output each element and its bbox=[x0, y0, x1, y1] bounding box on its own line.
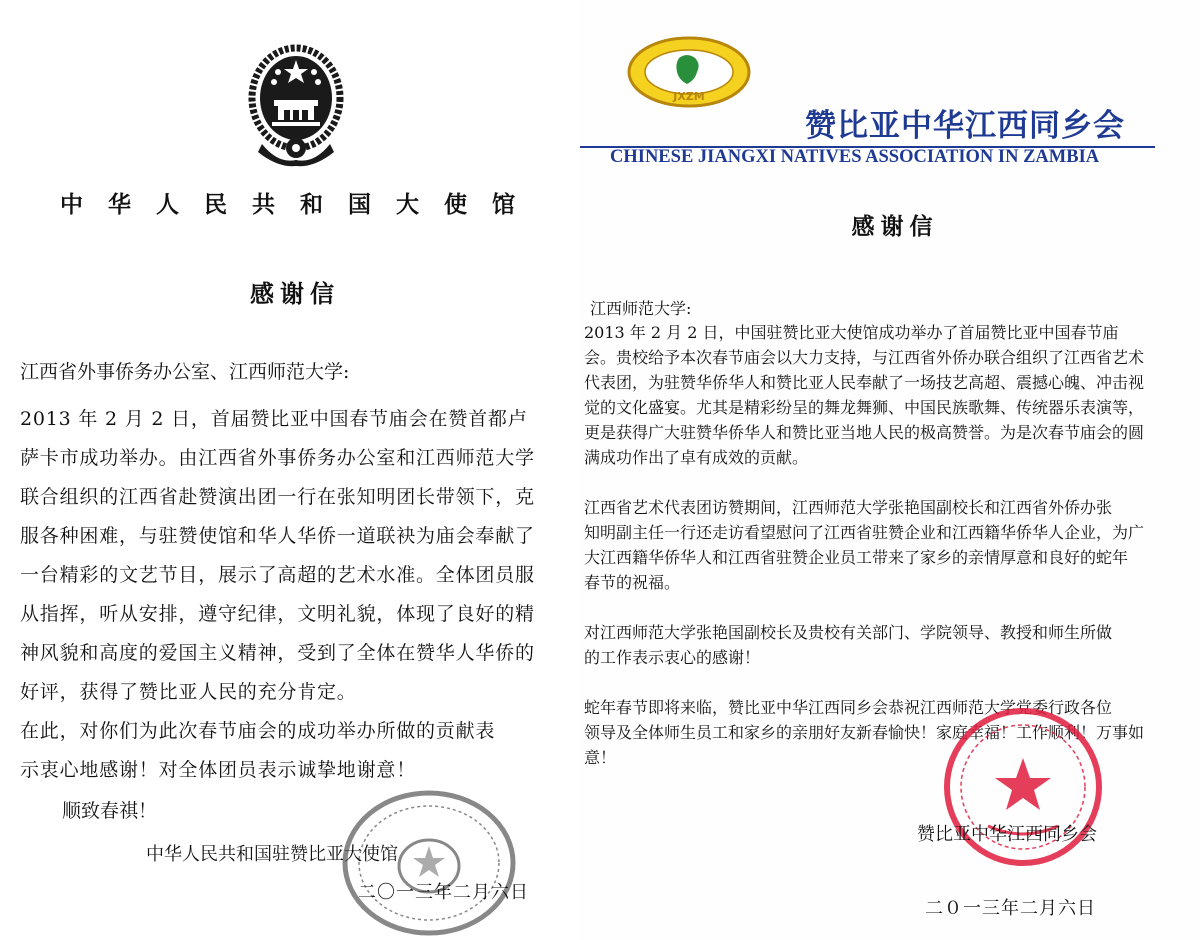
body-line: 好评，获得了赞比亚人民的充分肯定。 bbox=[20, 681, 357, 703]
letter-date: 二０一三年二月六日 bbox=[925, 898, 1096, 919]
body-line: 会。贵校给予本次春节庙会以大力支持，与江西省外侨办联合组织了江西省艺术 bbox=[584, 348, 1145, 367]
association-name-english: CHINESE JIANGXI NATIVES ASSOCIATION IN ZAMBIA bbox=[610, 147, 1100, 167]
body-line: 更是获得广大驻赞华侨华人和赞比亚当地人民的极高赞誉。为是次春节庙会的圆 bbox=[584, 423, 1145, 442]
body-line: 意！ bbox=[584, 748, 617, 767]
body-line: 对江西师范大学张艳国副校长及贵校有关部门、学院领导、教授和师生所做 bbox=[584, 623, 1113, 642]
salutation: 江西省外事侨务办公室、江西师范大学: bbox=[20, 361, 350, 383]
body-line: 一台精彩的文艺节目，展示了高超的艺术水准。全体团员服 bbox=[20, 564, 535, 586]
body-line: 觉的文化盛宴。尤其是精彩纷呈的舞龙舞狮、中国民族歌舞、传统器乐表演等， bbox=[584, 398, 1145, 417]
letter-title: 感谢信 bbox=[851, 214, 939, 240]
body-line: 萨卡市成功举办。由江西省外事侨务办公室和江西师范大学 bbox=[20, 447, 535, 469]
salutation: 江西师范大学: bbox=[590, 299, 692, 318]
body-line: 示衷心地感谢！对全体团员表示诚挚地谢意！ bbox=[20, 759, 417, 781]
association-signature: 赞比亚中华江西同乡会 bbox=[917, 824, 1097, 845]
logo-text: JXZM bbox=[673, 90, 705, 103]
body-line: 神风貌和高度的爱国主义精神，受到了全体在赞华人华侨的 bbox=[20, 642, 535, 664]
body-line: 领导及全体师生员工和家乡的亲朋好友新春愉快！家庭幸福！工作顺利！万事如 bbox=[584, 723, 1145, 742]
embassy-signature: 中华人民共和国驻赞比亚大使馆 bbox=[146, 844, 398, 865]
letter-date: 二〇一三年二月六日 bbox=[358, 882, 529, 903]
embassy-letter bbox=[0, 0, 580, 940]
association-name-chinese: 赞比亚中华江西同乡会 bbox=[805, 108, 1125, 144]
body-line: 大江西籍华侨华人和江西省驻赞企业员工带来了家乡的亲情厚意和良好的蛇年 bbox=[584, 548, 1129, 567]
letter-title: 感谢信 bbox=[250, 279, 340, 308]
closing-greeting: 顺致春祺！ bbox=[62, 800, 158, 822]
embassy-name-header: 中华人民共和国大使馆 bbox=[60, 191, 540, 218]
body-line: 从指挥，听从安排，遵守纪律，文明礼貌，体现了良好的精 bbox=[20, 603, 535, 625]
body-line: 代表团，为驻赞华侨华人和赞比亚人民奉献了一场技艺高超、震撼心魄、冲击视 bbox=[584, 373, 1145, 392]
national-emblem-icon bbox=[248, 40, 344, 168]
body-line: 服各种困难，与驻赞使馆和华人华侨一道联袂为庙会奉献了 bbox=[20, 525, 535, 547]
body-line: 在此，对你们为此次春节庙会的成功举办所做的贡献表 bbox=[20, 720, 496, 742]
association-letter bbox=[580, 0, 1200, 940]
association-logo-icon bbox=[625, 34, 753, 110]
body-line: 的工作表示衷心的感谢！ bbox=[584, 648, 761, 667]
body-line: 满成功作出了卓有成效的贡献。 bbox=[584, 448, 809, 467]
body-line: 知明副主任一行还走访看望慰问了江西省驻赞企业和江西籍华侨华人企业，为广 bbox=[584, 523, 1145, 542]
body-line: 江西省艺术代表团访赞期间，江西师范大学张艳国副校长和江西省外侨办张 bbox=[584, 498, 1113, 517]
body-line: 春节的祝福。 bbox=[584, 573, 681, 592]
body-line: 2013 年 2 月 2 日，中国驻赞比亚大使馆成功举办了首届赞比亚中国春节庙 bbox=[584, 323, 1119, 342]
body-line: 蛇年春节即将来临，赞比亚中华江西同乡会恭祝江西师范大学党委行政各位 bbox=[584, 698, 1113, 717]
body-line: 联合组织的江西省赴赞演出团一行在张知明团长带领下，克 bbox=[20, 486, 535, 508]
body-line: 2013 年 2 月 2 日，首届赞比亚中国春节庙会在赞首都卢 bbox=[20, 408, 528, 430]
